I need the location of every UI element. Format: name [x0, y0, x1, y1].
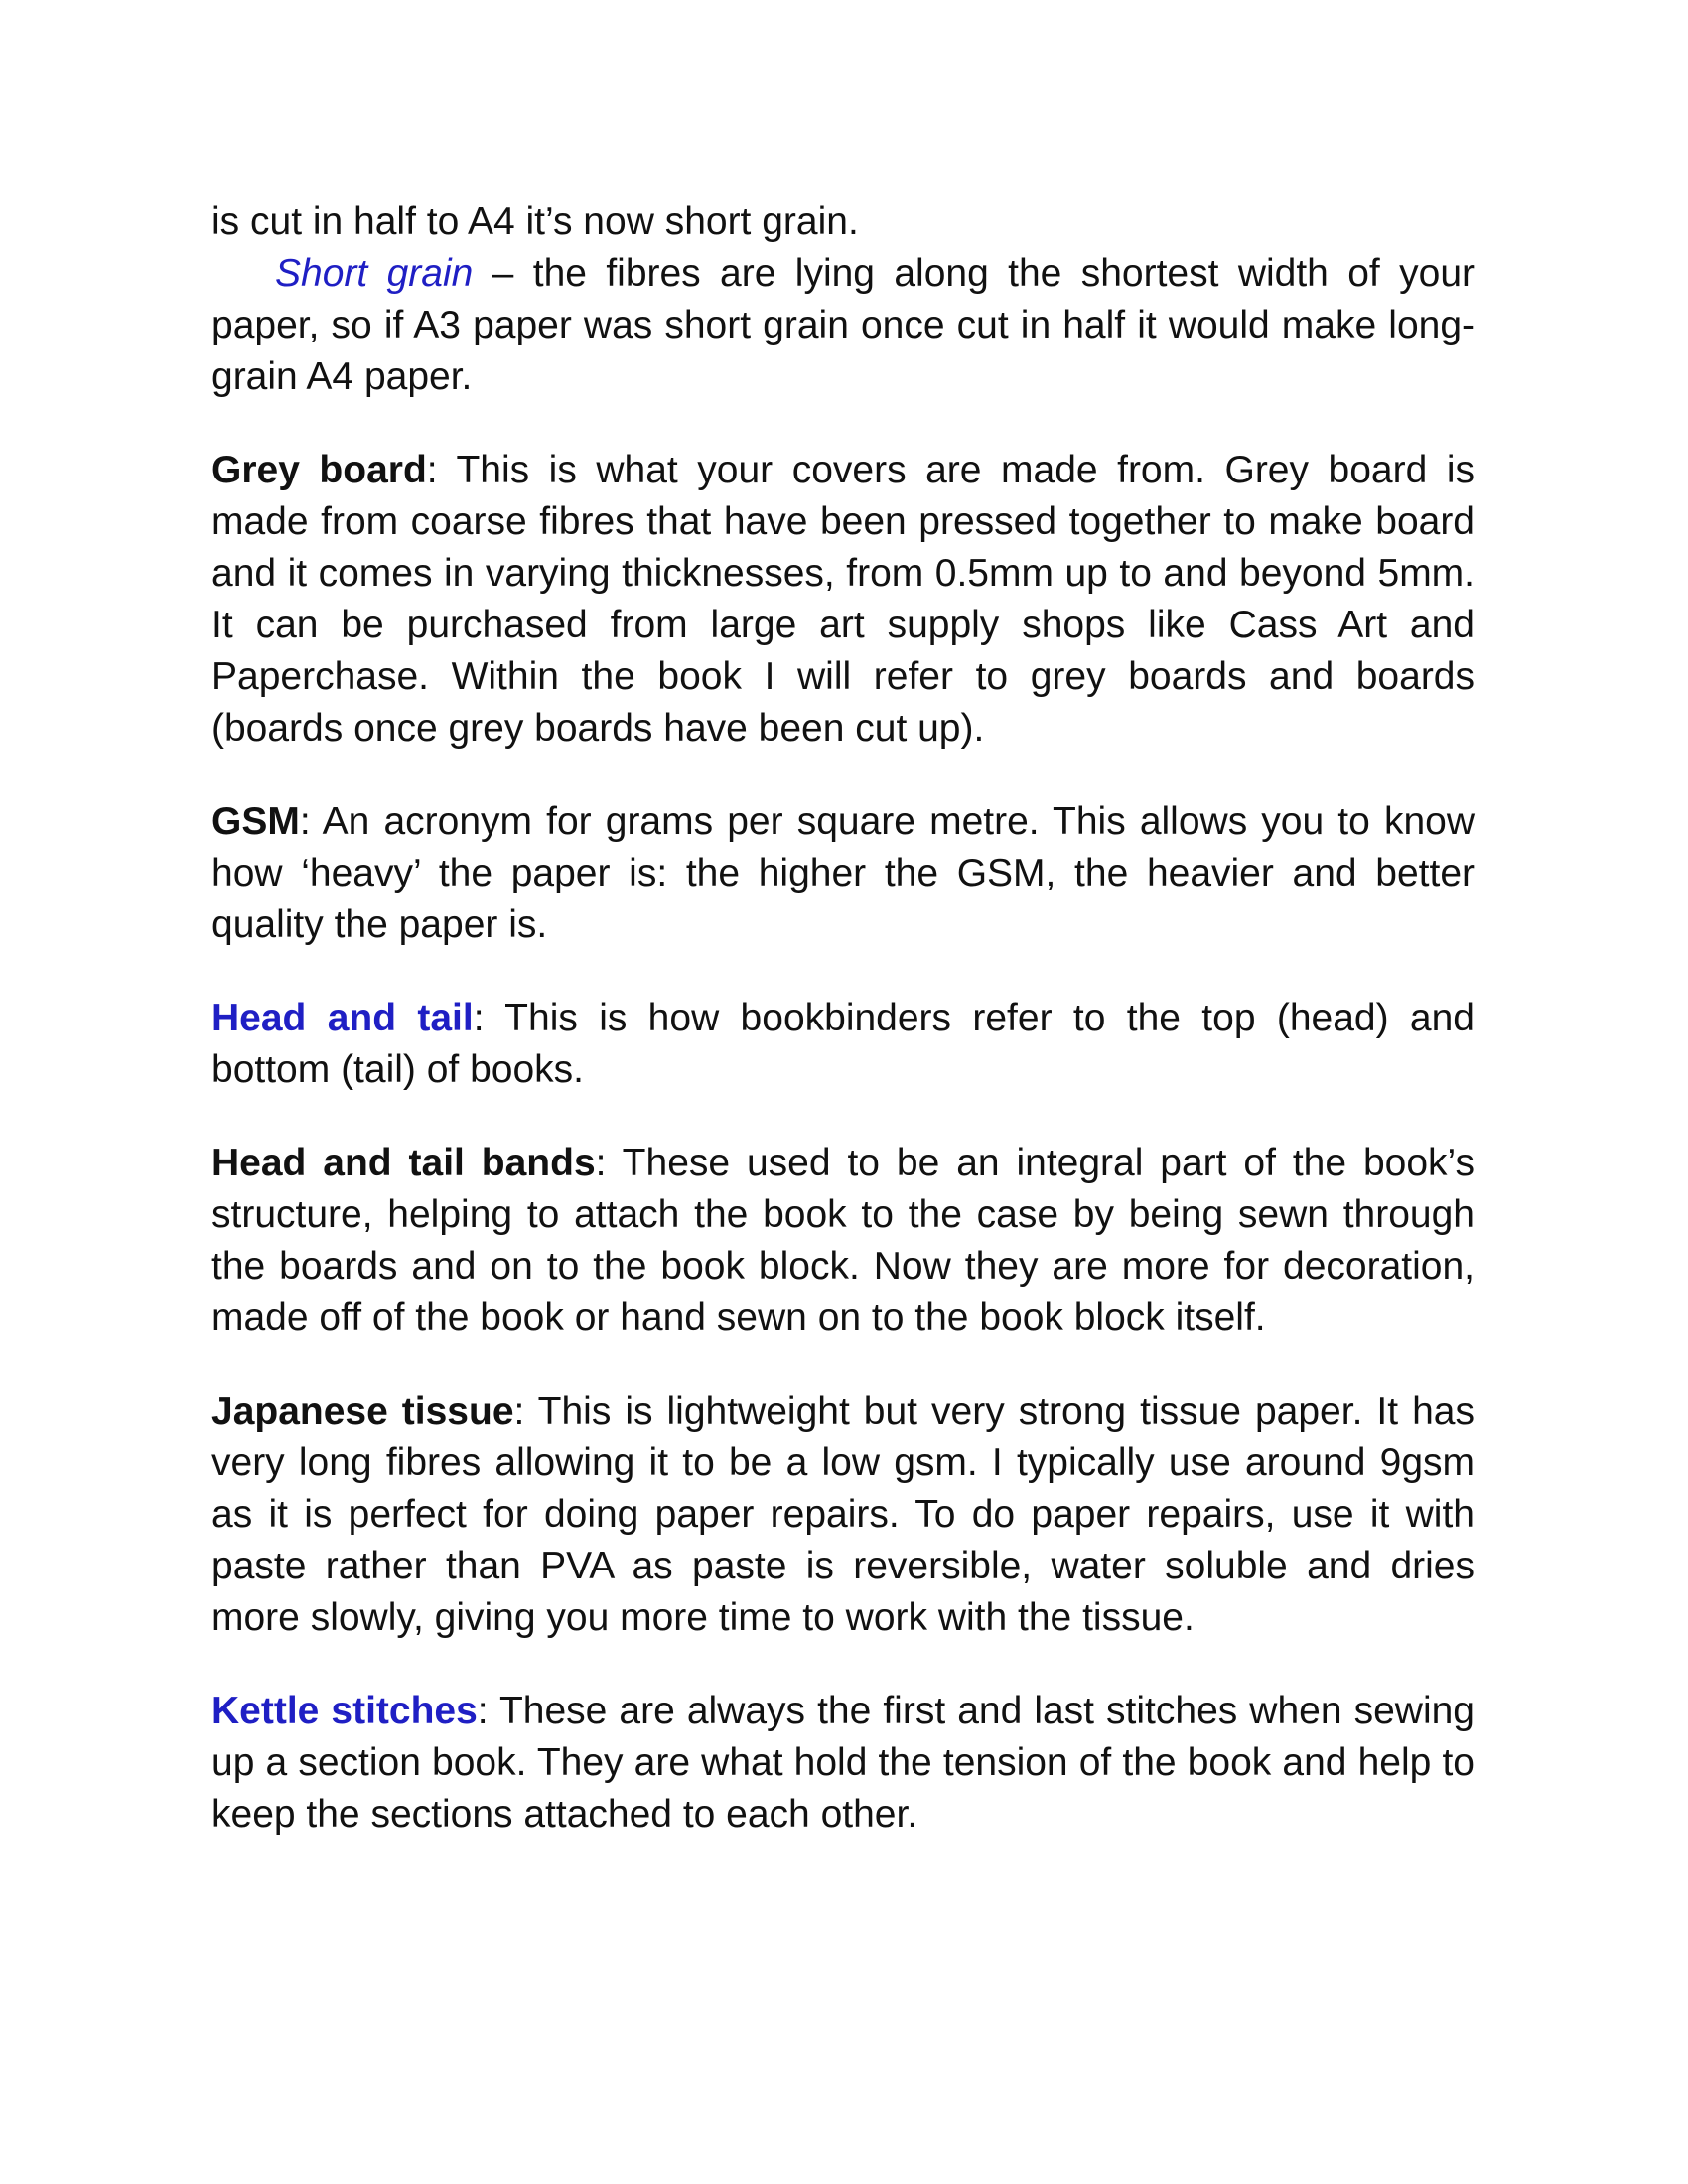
term-gsm: GSM: [211, 800, 300, 843]
term-kettle-stitches[interactable]: Kettle stitches: [211, 1690, 478, 1732]
paragraph-text: : This is how bookbinders refer to the top (head) and bottom (tail) of books.: [211, 997, 1475, 1091]
paragraph-grey-board: [211, 445, 1475, 754]
paragraph-text: is cut in half to A4 it’s now short grain.: [211, 201, 859, 243]
paragraph-short-grain: [211, 248, 1475, 403]
term-head-and-tail-bands: Head and tail bands: [211, 1142, 596, 1184]
paragraph-head-and-tail: [211, 993, 1475, 1096]
paragraph-text: : These used to be an integral part of the book’s structure, helping to attach the book to the case by being sewn through the boards and on to the book block. Now they are more for decoration, made off of the book or hand sewn on to the book block itself.: [211, 1142, 1476, 1339]
paragraph-text: – the fibres are lying along the shortest width of your paper, so if A3 paper was short grain once cut in half it would make long-grain A4 paper.: [211, 252, 1475, 398]
paragraph-text: : This is lightweight but very strong tissue paper. It has very long fibres allowing it to be a low gsm. I typically use around 9gsm as it is perfect for doing paper repairs. To do paper repairs, use it with paste rather than PVA as paste is reversible, water soluble and dries more slowly, giving you more time to work with the tissue.: [211, 1390, 1475, 1639]
term-grey-board: Grey board: [211, 449, 427, 491]
paragraph-text: : These are always the first and last stitches when sewing up a section book. They are what hold the tension of the book and help to keep the sections attached to each other.: [211, 1690, 1475, 1836]
term-japanese-tissue: Japanese tissue: [211, 1390, 514, 1433]
paragraph-kettle-stitches: [211, 1686, 1475, 1841]
term-head-and-tail[interactable]: Head and tail: [211, 997, 474, 1039]
paragraph-gsm: [211, 796, 1475, 951]
paragraph-text: : An acronym for grams per square metre. This allows you to know how ‘heavy’ the paper is: the higher the GSM, the heavier and better quality the paper is.: [211, 800, 1475, 946]
document-body: [211, 197, 1475, 1841]
paragraph-text: : This is what your covers are made from. Grey board is made from coarse fibres that have been pressed together to make board and it comes in varying thicknesses, from 0.5mm up to and beyond 5mm. It can be purchased from large art supply shops like Cass Art and Paperchase. Within the book I will refer to grey boards and boards (boards once grey boards have been cut up).: [211, 449, 1475, 750]
paragraph-japanese-tissue: [211, 1386, 1475, 1644]
paragraph-head-and-tail-bands: [211, 1138, 1475, 1344]
term-short-grain[interactable]: Short grain: [275, 252, 474, 295]
paragraph-continuation: [211, 197, 1475, 248]
